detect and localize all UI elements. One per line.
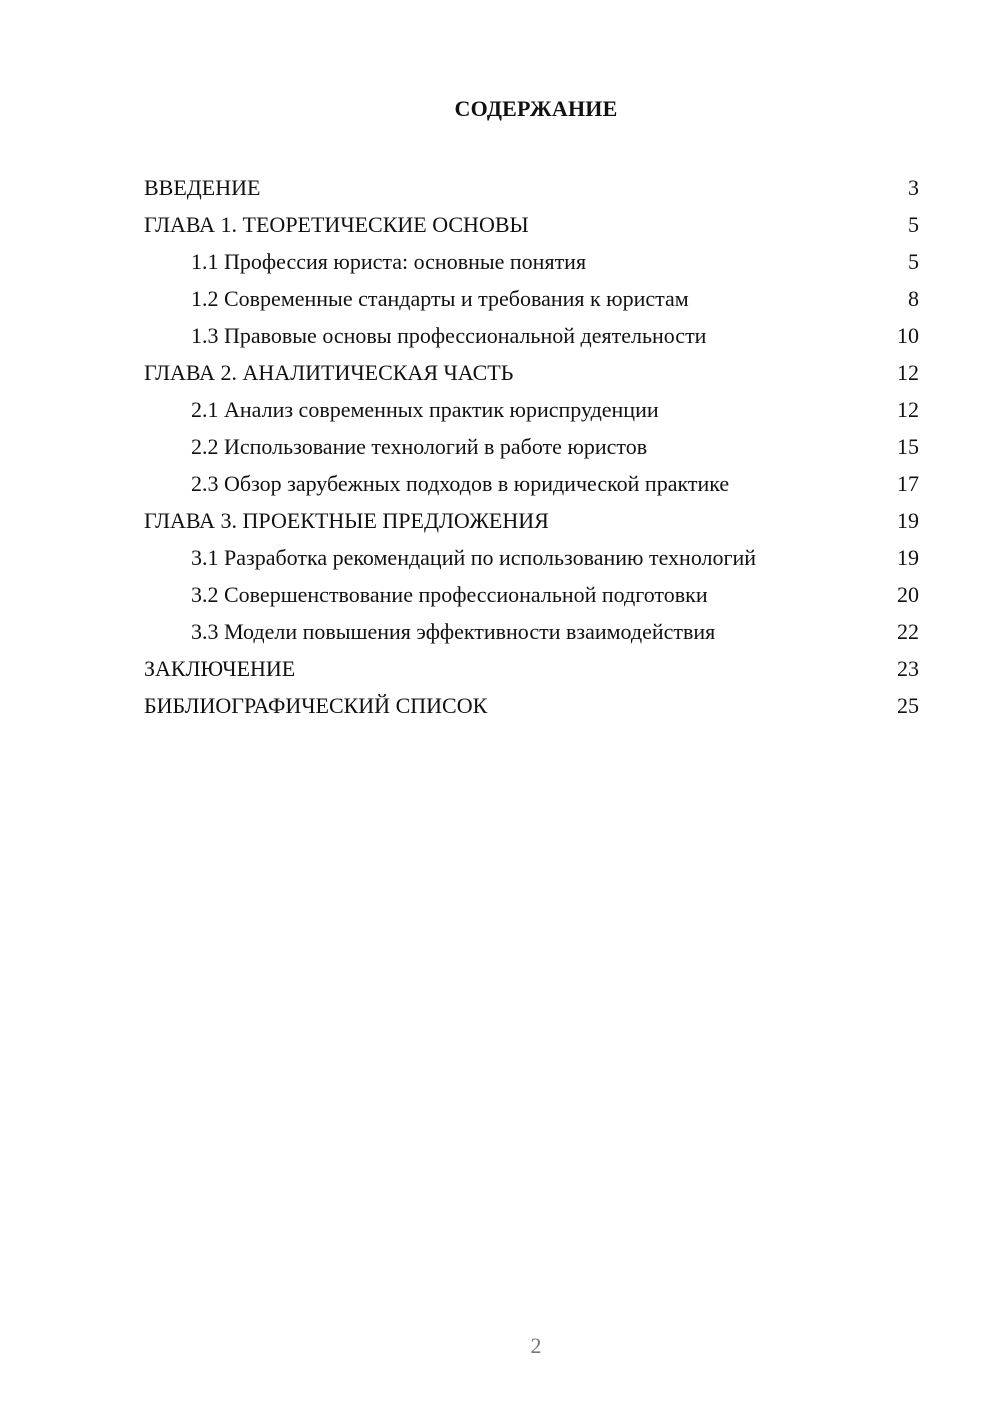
toc-subentry[interactable] xyxy=(144,576,919,613)
toc-entry-page: 20 xyxy=(897,582,919,607)
toc-entry-title: 1.2 Современные стандарты и требования к юристам xyxy=(191,286,689,311)
toc-entry-page: 19 xyxy=(897,545,919,570)
toc-entry-title: ГЛАВА 1. ТЕОРЕТИЧЕСКИЕ ОСНОВЫ xyxy=(144,212,529,237)
toc-entry-page: 5 xyxy=(908,212,919,237)
page-number: 2 xyxy=(530,1333,542,1358)
toc-entry[interactable] xyxy=(144,687,919,724)
toc-entry-page: 25 xyxy=(897,693,919,718)
toc-entry[interactable] xyxy=(144,502,919,539)
toc-entry-page: 19 xyxy=(897,508,919,533)
toc-entry-page: 3 xyxy=(908,175,919,200)
toc-entry[interactable] xyxy=(144,169,919,206)
toc-subentry[interactable] xyxy=(144,391,919,428)
toc-entry-page: 15 xyxy=(897,434,919,459)
toc-entry-title: 2.2 Использование технологий в работе юристов xyxy=(191,434,648,459)
toc-entry-page: 12 xyxy=(897,360,919,385)
toc-subentry[interactable] xyxy=(144,539,919,576)
toc-entry-title: ЗАКЛЮЧЕНИЕ xyxy=(144,656,296,681)
toc-entry[interactable] xyxy=(144,354,919,391)
toc-entry-page: 23 xyxy=(897,656,919,681)
toc-entry-page: 17 xyxy=(897,471,919,496)
toc-subentry[interactable] xyxy=(144,613,919,650)
toc-entry-page: 22 xyxy=(897,619,919,644)
toc-entry-title: ГЛАВА 2. АНАЛИТИЧЕСКАЯ ЧАСТЬ xyxy=(144,360,514,385)
toc-entry-title: 1.3 Правовые основы профессиональной деятельности xyxy=(191,323,707,348)
toc-entry-title: БИБЛИОГРАФИЧЕСКИЙ СПИСОК xyxy=(144,693,488,718)
toc-subentry[interactable] xyxy=(144,465,919,502)
toc-subentry[interactable] xyxy=(144,243,919,280)
table-of-contents xyxy=(144,169,919,724)
toc-entry-page: 10 xyxy=(897,323,919,348)
toc-subentry[interactable] xyxy=(144,280,919,317)
toc-entry-page: 12 xyxy=(897,397,919,422)
toc-entry-title: ГЛАВА 3. ПРОЕКТНЫЕ ПРЕДЛОЖЕНИЯ xyxy=(144,508,549,533)
toc-entry-page: 8 xyxy=(908,286,919,311)
toc-subentry[interactable] xyxy=(144,317,919,354)
toc-entry[interactable] xyxy=(144,650,919,687)
toc-entry-title: ВВЕДЕНИЕ xyxy=(144,175,261,200)
toc-entry-title: 1.1 Профессия юриста: основные понятия xyxy=(191,249,587,274)
toc-entry-title: 3.2 Совершенствование профессиональной подготовки xyxy=(191,582,708,607)
page-title: СОДЕРЖАНИЕ xyxy=(454,96,618,121)
toc-subentry[interactable] xyxy=(144,428,919,465)
toc-entry[interactable] xyxy=(144,206,919,243)
toc-entry-title: 2.3 Обзор зарубежных подходов в юридической практике xyxy=(191,471,730,496)
toc-entry-title: 3.1 Разработка рекомендаций по использованию технологий xyxy=(191,545,757,570)
toc-entry-page: 5 xyxy=(908,249,919,274)
toc-entry-title: 3.3 Модели повышения эффективности взаимодействия xyxy=(191,619,716,644)
toc-entry-title: 2.1 Анализ современных практик юриспруденции xyxy=(191,397,659,422)
